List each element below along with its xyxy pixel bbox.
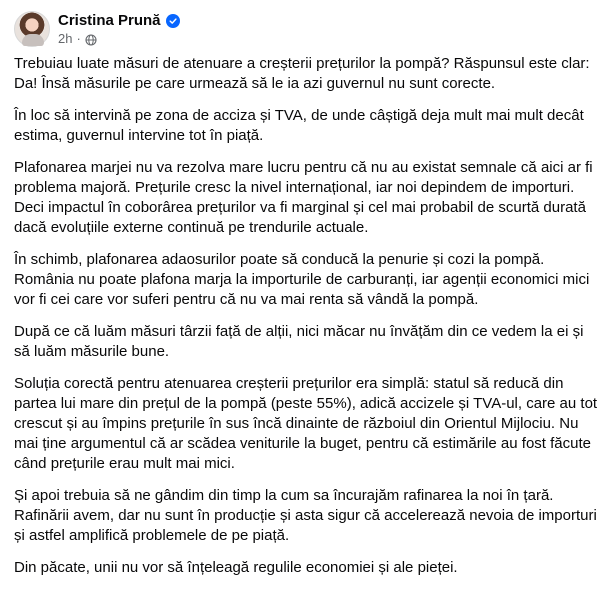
- globe-icon[interactable]: [85, 33, 97, 45]
- author-avatar[interactable]: [14, 11, 50, 47]
- post-time-row: [58, 30, 180, 47]
- post-paragraph: Trebuiau luate măsuri de atenuare a creșterii prețurilor la pompă? Răspunsul este clar: Da! Însă măsurile pe care urmează să le ia azi guvernul nu sunt corecte.: [14, 55, 590, 92]
- post-paragraph: În loc să intervină pe zona de acciza și TVA, de unde câștigă deja mult mai mult decât estima, guvernul intervine tot în piață.: [14, 107, 584, 144]
- post-meta: [58, 11, 180, 47]
- verified-badge-icon: [166, 14, 180, 28]
- post-timestamp[interactable]: 2h: [58, 31, 73, 46]
- post-paragraph: După ce că luăm măsuri târzii față de alții, nici măcar nu învățăm din ce vedem la ei și să luăm măsurile bune.: [14, 323, 584, 360]
- author-name-row: [58, 11, 180, 30]
- avatar-figure: [22, 34, 44, 46]
- author-name[interactable]: Cristina Prună: [58, 12, 161, 29]
- post-paragraph: Și apoi trebuia să ne gândim din timp la cum sa încurajăm rafinarea la noi în țară. Rafinării avem, dar nu sunt în producție și asta sigur că accelerează nevoia de importuri și astfel amplifică problemele de pe piață.: [14, 487, 597, 544]
- post-paragraph: Soluția corectă pentru atenuarea creșterii prețurilor era simplă: statul să reducă din partea lui mare din prețul de la pompă (peste 55%), adică accizele și TVA-ul, care au tot crescut și au împins prețurile în sus încă dinainte de războiul din Orientul Mijlociu. Nu mai ține argumentul că ar scădea veniturile la buget, pentru că estimările au fost făcute când prețurile erau mult mai mici.: [14, 375, 598, 472]
- post-paragraph: Din păcate, unii nu vor să înțeleagă regulile economiei și ale pieței.: [14, 559, 458, 576]
- post-paragraph: Plafonarea marjei nu va rezolva mare lucru pentru că nu au existat semnale că aici ar fi problema majoră. Prețurile cresc la nivel internațional, iar noi depindem de importuri. Deci impactul în coborârea prețurilor va fi marginal și cel mai probabil de scurtă durată dacă evoluțiile externe continuă pe trendurile actuale.: [14, 159, 593, 236]
- post-text: [14, 54, 600, 590]
- post-header: [14, 8, 180, 50]
- post-paragraph: În schimb, plafonarea adaosurilor poate să conducă la penurie și cozi la pompă. România nu poate plafona marja la importurile de carburanți, iar agenții economici mici vor fi cei care vor suferi pentru că nu va mai renta să vândă la pompă.: [14, 251, 590, 308]
- meta-separator: ·: [76, 31, 81, 46]
